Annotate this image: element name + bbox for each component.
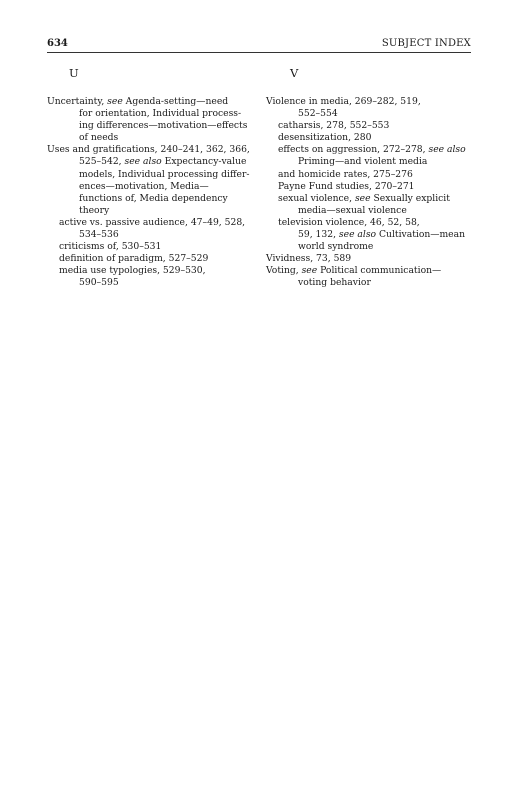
index-text: Vividness, 73, 589 [266, 253, 352, 265]
index-text: media—sexual violence [298, 204, 407, 216]
index-line [266, 205, 466, 217]
index-text: Uncertainty, [47, 96, 108, 107]
index-line [47, 181, 247, 193]
index-line [47, 277, 247, 289]
index-line [47, 253, 247, 265]
index-text: theory [79, 204, 110, 216]
index-text: Sexually explicit [370, 192, 450, 204]
index-line [47, 229, 247, 241]
index-text: active vs. passive audience, 47–49, 528, [59, 216, 246, 228]
cross-reference-label: see [354, 192, 371, 204]
entries-v [266, 96, 466, 290]
index-text: criticisms of, 530–531 [59, 241, 162, 253]
cross-reference-label: see [301, 265, 318, 277]
right-column [266, 66, 466, 290]
index-line [266, 265, 466, 277]
index-text: 590–595 [79, 277, 119, 289]
index-line [47, 156, 247, 168]
index-text: voting behavior [298, 277, 371, 289]
index-line [266, 132, 466, 144]
index-text: 525–542, [79, 156, 125, 168]
index-text: media use typologies, 529–530, [59, 265, 206, 277]
index-text: ences—motivation, Media— [79, 180, 209, 192]
index-line [47, 205, 247, 217]
index-line [266, 229, 466, 241]
index-line [47, 96, 247, 108]
index-line [266, 277, 466, 289]
index-text: Payne Fund studies, 270–271 [278, 180, 415, 192]
index-line [266, 96, 466, 108]
index-text: world syndrome [298, 241, 374, 253]
index-text: desensitization, 280 [278, 132, 372, 144]
cross-reference-label: see also [124, 156, 162, 168]
index-text: Expectancy-value [161, 156, 247, 168]
index-line [266, 181, 466, 193]
index-text: and homicide rates, 275–276 [278, 168, 413, 180]
index-text: Agenda-setting—need [122, 96, 229, 107]
index-text: 534–536 [79, 229, 119, 241]
index-line [266, 193, 466, 205]
index-text: television violence, 46, 52, 58, [278, 216, 420, 228]
index-line [266, 169, 466, 181]
index-text: Voting, [266, 265, 302, 277]
index-text: for orientation, Individual process- [79, 108, 242, 120]
index-line [47, 217, 247, 229]
index-line [266, 120, 466, 132]
page-number: 634 [47, 38, 68, 49]
index-line [266, 144, 466, 156]
index-text: Cultivation—mean [376, 229, 466, 241]
index-text: 552–554 [298, 108, 338, 120]
index-text: Violence in media, 269–282, 519, [266, 96, 421, 107]
index-line [47, 144, 250, 156]
index-text: of needs [79, 132, 119, 144]
section-letter-v: V [290, 66, 299, 80]
index-text: 59, 132, [298, 229, 339, 241]
index-line [266, 217, 466, 229]
left-column [47, 66, 250, 290]
index-text: models, Individual processing differ- [79, 168, 250, 180]
index-text: sexual violence, [278, 192, 355, 204]
cross-reference-label: see also [428, 144, 466, 156]
cross-reference-label: see [107, 96, 123, 107]
index-text: effects on aggression, 272–278, [278, 144, 429, 156]
index-text: Priming—and violent media [298, 156, 428, 168]
index-line [47, 193, 247, 205]
index-line [266, 108, 466, 120]
cross-reference-label: see also [338, 229, 377, 241]
index-line [266, 156, 466, 168]
index-line [47, 120, 247, 132]
index-line [266, 253, 466, 265]
index-line [266, 241, 466, 253]
running-title: SUBJECT INDEX [381, 38, 471, 49]
index-line [47, 168, 250, 181]
index-text: Uses and gratifications, 240–241, 362, 366, [47, 144, 250, 156]
index-line [47, 108, 247, 120]
index-text: catharsis, 278, 552–553 [278, 120, 390, 132]
index-line [47, 265, 247, 277]
index-line [47, 132, 247, 144]
index-text: Political communication— [317, 265, 442, 277]
index-text: ing differences—motivation—effects [79, 120, 248, 132]
section-letter-u: U [69, 66, 79, 80]
entries-u [47, 96, 250, 290]
running-header [47, 38, 471, 53]
index-line [47, 241, 247, 253]
index-text: definition of paradigm, 527–529 [59, 253, 209, 265]
index-text: functions of, Media dependency [79, 192, 228, 204]
